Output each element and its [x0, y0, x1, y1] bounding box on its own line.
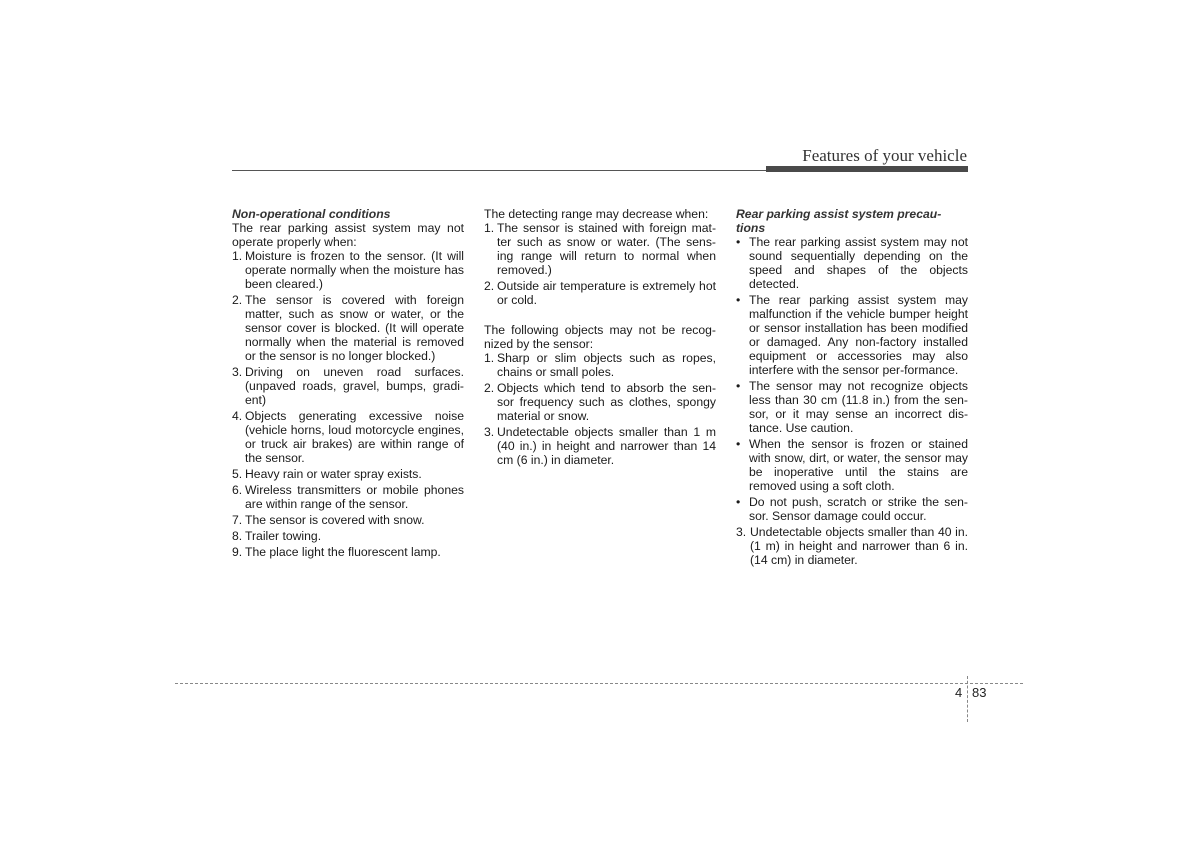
bullet-text: The sensor may not recognize objects less than 30 cm (11.8 in.) from the sen-sor, or it may sense an incorrect dis-tance. Use caution.: [749, 379, 968, 435]
bullet-mark: •: [736, 293, 741, 307]
bullet-text: When the sensor is frozen or stained with snow, dirt, or water, the sensor may be inoperative until the stains are removed using a soft cloth.: [749, 437, 968, 493]
chapter-number: 4: [955, 685, 963, 700]
list-item: [232, 513, 464, 527]
list-item: [484, 279, 716, 307]
list-item-text: Undetectable objects smaller than 40 in. (1 m) in height and narrower than 6 in. (14 cm) in diameter.: [750, 525, 968, 567]
detecting-range-list: [484, 221, 716, 307]
bullet-text: The rear parking assist system may malfunction if the vehicle bumper height or sensor installation has been modified or damaged. Any non-factory installed equipment or accessories may also interfere with the sensor per-formance.: [749, 293, 968, 377]
bullet-mark: •: [736, 437, 741, 451]
list-item: [736, 525, 968, 567]
list-number: 2.: [484, 279, 495, 293]
list-number: 2.: [232, 293, 243, 307]
list-number: 1.: [232, 249, 243, 263]
list-item-text: The sensor is covered with snow.: [245, 513, 425, 527]
list-item: [484, 381, 716, 423]
list-number: 7.: [232, 513, 243, 527]
bullet-item: [736, 495, 968, 523]
list-item-text: Objects generating excessive noise (vehicle horns, loud motorcycle engines, or truck air brakes) are within range of the sensor.: [245, 409, 464, 465]
bullet-item: [736, 235, 968, 291]
header-rule-accent: [766, 166, 968, 172]
list-item-text: Trailer towing.: [245, 529, 322, 543]
list-item-text: Heavy rain or water spray exists.: [245, 467, 422, 481]
list-number: 3.: [736, 525, 747, 539]
footer-divider: [967, 676, 968, 722]
list-number: 2.: [484, 381, 495, 395]
list-number: 3.: [484, 425, 495, 439]
page-header-title: Features of your vehicle: [802, 146, 967, 165]
section-heading-non-operational: Non-operational conditions: [232, 207, 391, 221]
column-3: [736, 207, 968, 569]
list-item: [232, 467, 464, 481]
page-number: 83: [972, 685, 987, 700]
bullet-text: The rear parking assist system may not sound sequentially depending on the speed and shapes of the objects detected.: [749, 235, 968, 291]
bullet-text: Do not push, scratch or strike the sen-sor. Sensor damage could occur.: [749, 495, 968, 523]
list-number: 6.: [232, 483, 243, 497]
list-number: 9.: [232, 545, 243, 559]
list-item: [232, 483, 464, 511]
bullet-mark: •: [736, 379, 741, 393]
list-item-text: Driving on uneven road surfaces. (unpaved roads, gravel, bumps, gradi-ent): [245, 365, 464, 407]
unrecognized-objects-list: [484, 351, 716, 467]
list-item-text: Undetectable objects smaller than 1 m (40 in.) in height and narrower than 14 cm (6 in.) in diameter.: [497, 425, 716, 467]
footer-rule: [175, 683, 1023, 684]
list-item-text: The sensor is stained with foreign mat-ter such as snow or water. (The sens-ing range will return to normal when removed.): [497, 221, 716, 277]
list-number: 1.: [484, 351, 495, 365]
list-number: 5.: [232, 467, 243, 481]
list-item-text: The sensor is covered with foreign matter, such as snow or water, or the sensor cover is blocked. (It will operate normally when the material is removed or the sensor is no longer blocked.): [245, 293, 464, 363]
bullet-item: [736, 293, 968, 377]
column-1-intro: The rear parking assist system may not operate properly when:: [232, 221, 464, 249]
unrecognized-objects-intro: The following objects may not be recog-nized by the sensor:: [484, 323, 716, 351]
list-item-text: Moisture is frozen to the sensor. (It will operate normally when the moisture has been cleared.): [245, 249, 464, 291]
list-item: [232, 545, 464, 559]
paragraph-gap: [484, 309, 716, 323]
list-item: [484, 221, 716, 277]
list-number: 8.: [232, 529, 243, 543]
list-item-text: Outside air temperature is extremely hot or cold.: [497, 279, 716, 307]
non-operational-list: [232, 249, 464, 559]
bullet-mark: •: [736, 235, 741, 249]
list-item: [232, 365, 464, 407]
list-item: [484, 425, 716, 467]
section-heading-precautions: Rear parking assist system precau-tions: [736, 207, 942, 235]
list-item: [232, 293, 464, 363]
list-item: [484, 351, 716, 379]
detecting-range-intro: The detecting range may decrease when:: [484, 207, 709, 221]
list-item-text: Wireless transmitters or mobile phones are within range of the sensor.: [245, 483, 464, 511]
precautions-list: [736, 235, 968, 567]
bullet-mark: •: [736, 495, 741, 509]
column-1: [232, 207, 464, 561]
column-2: [484, 207, 716, 469]
list-number: 4.: [232, 409, 243, 423]
list-item-text: Sharp or slim objects such as ropes, chains or small poles.: [497, 351, 716, 379]
list-number: 1.: [484, 221, 495, 235]
bullet-item: [736, 437, 968, 493]
list-item: [232, 249, 464, 291]
bullet-item: [736, 379, 968, 435]
list-item-text: Objects which tend to absorb the sen-sor frequency such as clothes, spongy material or snow.: [497, 381, 716, 423]
list-item: [232, 529, 464, 543]
list-item: [232, 409, 464, 465]
list-number: 3.: [232, 365, 243, 379]
list-item-text: The place light the fluorescent lamp.: [245, 545, 441, 559]
